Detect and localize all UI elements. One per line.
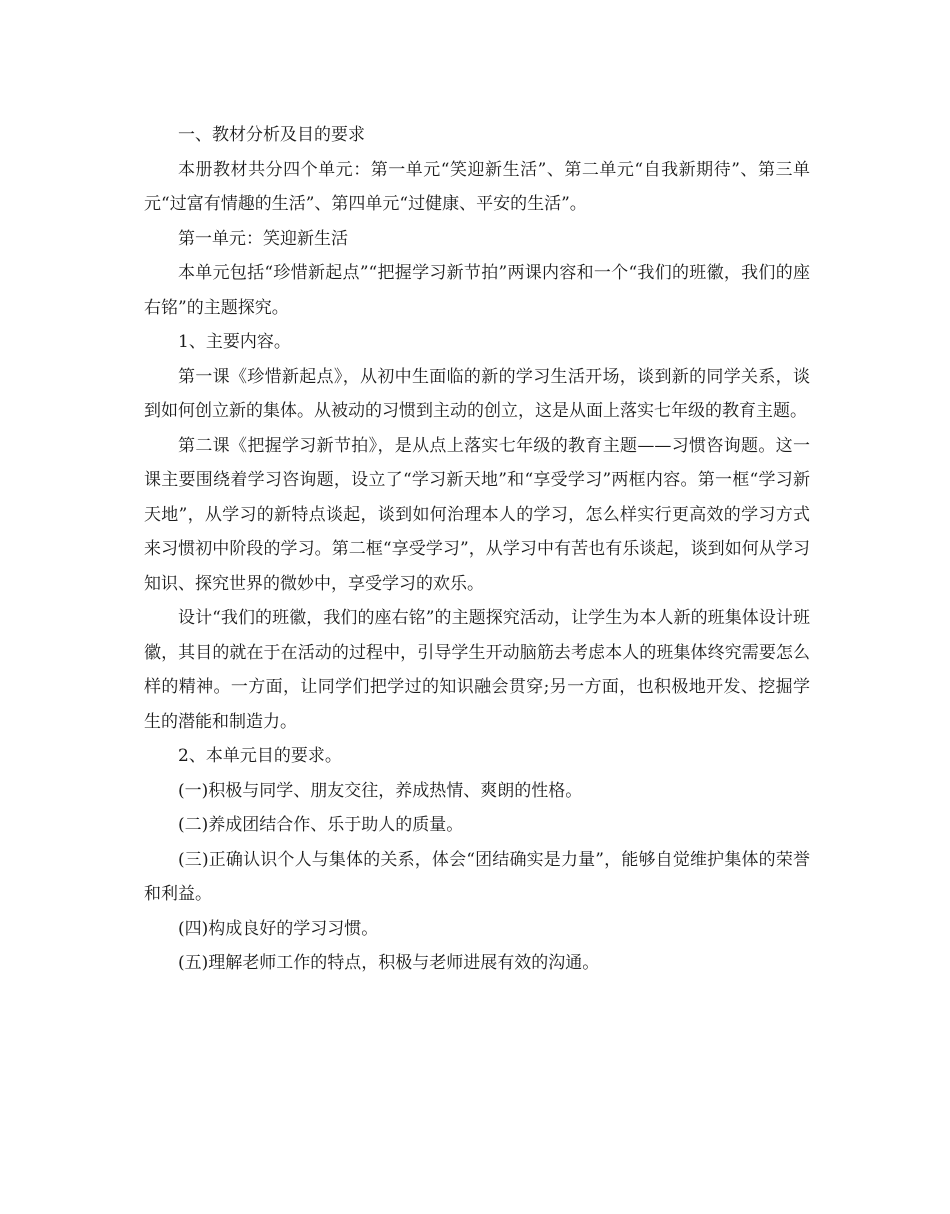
document-body xyxy=(144,118,810,981)
goal-item: (三)正确认识个人与集体的关系，体会“团结确实是力量”，能够自觉维护集体的荣誉和利益。 xyxy=(144,849,810,904)
goal-item: (五)理解老师工作的特点，积极与老师进展有效的沟通。 xyxy=(178,953,600,973)
paragraph-lesson-one: 第一课《珍惜新起点》，从初中生面临的新的学习生活开场，谈到新的同学关系，谈到如何创立新的集体。从被动的习惯到主动的创立，这是从面上落实七年级的教育主题。 xyxy=(144,366,810,421)
unit-heading: 第一单元：笑迎新生活 xyxy=(178,228,348,249)
subheading-main-content: 1、主要内容。 xyxy=(178,332,291,352)
paragraph-unit-contents: 本单元包括“珍惜新起点”“把握学习新节拍”两课内容和一个“我们的班徽，我们的座右铭”的主题探究。 xyxy=(144,263,810,318)
paragraph-lesson-two: 第二课《把握学习新节拍》，是从点上落实七年级的教育主题——习惯咨询题。这一课主要围绕着学习咨询题，设立了“学习新天地”和“享受学习”两框内容。第一框“学习新天地”，从学习的新特点谈起，谈到如何治理本人的学习，怎么样实行更高效的学习方式来习惯初中阶段的学习。第二框“享受学习”，从学习中有苦也有乐谈起，谈到如何从学习知识、探究世界的微妙中，享受学习的欢乐。 xyxy=(144,435,810,594)
goal-item: (四)构成良好的学习习惯。 xyxy=(178,918,379,939)
subheading-unit-goals: 2、本单元目的要求。 xyxy=(178,746,342,766)
section-heading: 一、教材分析及目的要求 xyxy=(178,125,365,145)
goal-item: (二)养成团结合作、乐于助人的质量。 xyxy=(178,815,464,835)
goal-item: (一)积极与同学、朋友交往，养成热情、爽朗的性格。 xyxy=(178,780,583,801)
paragraph-units-overview: 本册教材共分四个单元：第一单元“笑迎新生活”、第二单元“自我新期待”、第三单元“过富有情趣的生活”、第四单元“过健康、平安的生活”。 xyxy=(144,159,810,214)
paragraph-theme-activity: 设计“我们的班徽，我们的座右铭”的主题探究活动，让学生为本人新的班集体设计班徽，其目的就在于在活动的过程中，引导学生开动脑筋去考虑本人的班集体终究需要怎么样的精神。一方面，让同学们把学过的知识融会贯穿;另一方面，也积极地开发、挖掘学生的潜能和制造力。 xyxy=(144,608,810,732)
